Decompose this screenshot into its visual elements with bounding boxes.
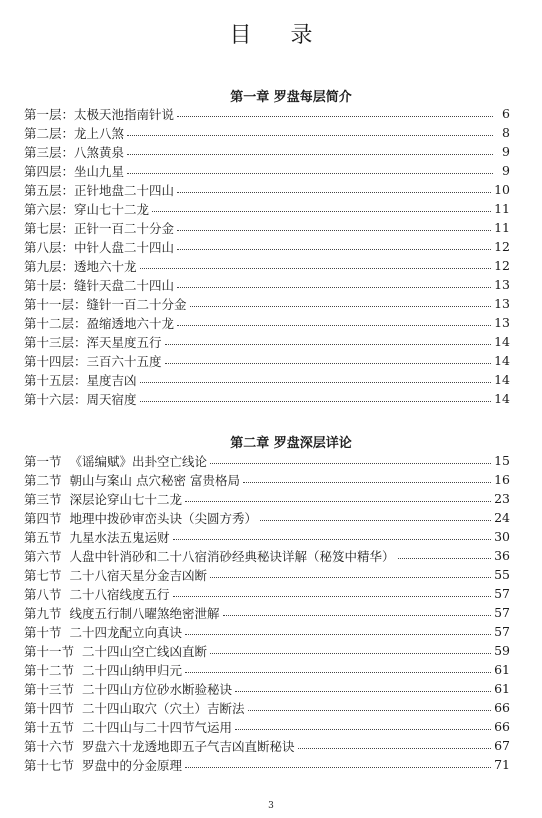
entry-page-number: 57 bbox=[494, 586, 510, 601]
entry-page-number: 66 bbox=[494, 719, 510, 734]
entry-title: 二十四山与二十四节气运用 bbox=[82, 719, 233, 735]
entry-page-number: 13 bbox=[494, 277, 510, 292]
entry-page-number: 16 bbox=[494, 472, 510, 487]
entry-page-number: 61 bbox=[494, 662, 510, 677]
dot-leader bbox=[127, 173, 493, 174]
entry-label: 第十三节 bbox=[24, 681, 75, 697]
entry-label: 第六节 bbox=[24, 548, 62, 564]
toc-entry[interactable] bbox=[24, 161, 510, 180]
entry-label: 第十五层： bbox=[24, 372, 87, 388]
entry-page-number: 11 bbox=[494, 201, 510, 216]
toc-entry[interactable] bbox=[24, 180, 510, 199]
entry-label: 第十二层： bbox=[24, 315, 87, 331]
entry-page-number: 14 bbox=[494, 334, 510, 349]
entry-page-number: 61 bbox=[494, 681, 510, 696]
entry-label: 第十层： bbox=[24, 277, 75, 293]
toc-entry[interactable] bbox=[24, 332, 510, 351]
entry-page-number: 6 bbox=[502, 106, 510, 121]
entry-label: 第四层： bbox=[24, 163, 75, 179]
toc-entry[interactable] bbox=[24, 351, 510, 370]
dot-leader bbox=[243, 482, 491, 483]
entry-label: 第九节 bbox=[24, 605, 62, 621]
entry-page-number: 9 bbox=[502, 163, 510, 178]
entry-title: 线度五行制八曜煞绝密泄解 bbox=[69, 605, 220, 621]
entry-title: 透地六十龙 bbox=[74, 258, 137, 274]
dot-leader bbox=[260, 520, 491, 521]
entry-page-number: 71 bbox=[494, 757, 510, 772]
entry-label: 第四节 bbox=[24, 510, 62, 526]
toc-entry[interactable] bbox=[24, 527, 510, 546]
toc-entry[interactable] bbox=[24, 546, 510, 565]
entry-label: 第十六节 bbox=[24, 738, 75, 754]
toc-entry[interactable] bbox=[24, 755, 510, 774]
entry-page-number: 15 bbox=[494, 453, 510, 468]
dot-leader bbox=[177, 287, 491, 288]
dot-leader bbox=[210, 653, 491, 654]
toc-entry[interactable] bbox=[24, 275, 510, 294]
toc-entry[interactable] bbox=[24, 641, 510, 660]
entry-page-number: 9 bbox=[502, 144, 510, 159]
dot-leader bbox=[190, 306, 492, 307]
dot-leader bbox=[177, 192, 491, 193]
entry-title: 正针一百二十分金 bbox=[74, 220, 175, 236]
entry-title: 盈缩透地六十龙 bbox=[86, 315, 175, 331]
entry-title: 二十四山取穴（穴土）吉断法 bbox=[82, 700, 245, 716]
toc-entry[interactable] bbox=[24, 679, 510, 698]
toc-entry[interactable] bbox=[24, 660, 510, 679]
entry-page-number: 14 bbox=[494, 372, 510, 387]
entry-title: 罗盘中的分金原理 bbox=[82, 757, 183, 773]
toc-entry[interactable] bbox=[24, 451, 510, 470]
dot-leader bbox=[185, 501, 491, 502]
toc-entry[interactable] bbox=[24, 508, 510, 527]
dot-leader bbox=[173, 596, 492, 597]
chapter-heading: 第二章 罗盘深层详论 bbox=[230, 436, 352, 451]
entry-title: 二十四山方位砂水断验秘诀 bbox=[82, 681, 233, 697]
entry-page-number: 57 bbox=[494, 605, 510, 620]
entry-label: 第十四层： bbox=[24, 353, 87, 369]
entry-title: 三百六十五度 bbox=[86, 353, 162, 369]
dot-leader bbox=[140, 401, 492, 402]
toc-entry[interactable] bbox=[24, 489, 510, 508]
entry-page-number: 67 bbox=[494, 738, 510, 753]
dot-leader bbox=[177, 249, 491, 250]
entry-title: 二十八宿天星分金吉凶断 bbox=[69, 567, 208, 583]
entry-label: 第三层： bbox=[24, 144, 75, 160]
entry-title: 穿山七十二龙 bbox=[74, 201, 150, 217]
entry-title: 罗盘六十龙透地即五子气吉凶直断秘诀 bbox=[82, 738, 295, 754]
entry-label: 第七节 bbox=[24, 567, 62, 583]
entry-label: 第十一层： bbox=[24, 296, 87, 312]
entry-page-number: 12 bbox=[494, 258, 510, 273]
entry-label: 第一层： bbox=[24, 106, 75, 122]
entry-title: 朝山与案山 点穴秘密 富贵格局 bbox=[69, 472, 240, 488]
entry-page-number: 24 bbox=[494, 510, 510, 525]
entry-page-number: 13 bbox=[494, 296, 510, 311]
toc-entry[interactable] bbox=[24, 584, 510, 603]
entry-label: 第七层： bbox=[24, 220, 75, 236]
entry-title: 地理中拨砂审峦头诀（尖圆方秀） bbox=[69, 510, 258, 526]
dot-leader bbox=[235, 691, 491, 692]
toc-entry[interactable] bbox=[24, 313, 510, 332]
entry-page-number: 14 bbox=[494, 353, 510, 368]
entry-page-number: 13 bbox=[494, 315, 510, 330]
toc-entry[interactable] bbox=[24, 294, 510, 313]
dot-leader bbox=[210, 577, 491, 578]
dot-leader bbox=[248, 710, 492, 711]
entry-title: 星度吉凶 bbox=[86, 372, 137, 388]
dot-leader bbox=[210, 463, 491, 464]
entry-label: 第八节 bbox=[24, 586, 62, 602]
dot-leader bbox=[173, 539, 492, 540]
page-number: 3 bbox=[268, 801, 274, 811]
entry-title: 中针人盘二十四山 bbox=[74, 239, 175, 255]
dot-leader bbox=[140, 382, 492, 383]
toc-entry[interactable] bbox=[24, 142, 510, 161]
toc-entry[interactable] bbox=[24, 717, 510, 736]
entry-label: 第九层： bbox=[24, 258, 75, 274]
entry-label: 第八层： bbox=[24, 239, 75, 255]
toc-entry[interactable] bbox=[24, 603, 510, 622]
entry-label: 第十二节 bbox=[24, 662, 75, 678]
entry-label: 第十五节 bbox=[24, 719, 75, 735]
entry-title: 二十四山纳甲归元 bbox=[82, 662, 183, 678]
toc-list bbox=[24, 451, 510, 774]
dot-leader bbox=[298, 748, 492, 749]
dot-leader bbox=[127, 135, 493, 136]
toc-entry[interactable] bbox=[24, 470, 510, 489]
entry-title: 二十四山空亡线凶直断 bbox=[82, 643, 208, 659]
dot-leader bbox=[177, 116, 493, 117]
entry-label: 第十七节 bbox=[24, 757, 75, 773]
dot-leader bbox=[140, 268, 492, 269]
dot-leader bbox=[185, 672, 491, 673]
entry-title: 《谣编赋》出卦空亡线论 bbox=[69, 453, 208, 469]
entry-title: 浑天星度五行 bbox=[86, 334, 162, 350]
entry-title: 二十八宿线度五行 bbox=[69, 586, 170, 602]
entry-page-number: 23 bbox=[494, 491, 510, 506]
entry-title: 缝针一百二十分金 bbox=[86, 296, 187, 312]
entry-page-number: 10 bbox=[494, 182, 510, 197]
entry-label: 第二层： bbox=[24, 125, 75, 141]
entry-title: 深层论穿山七十二龙 bbox=[69, 491, 183, 507]
entry-label: 第六层： bbox=[24, 201, 75, 217]
dot-leader bbox=[398, 558, 492, 559]
chapter-heading: 第一章 罗盘每层简介 bbox=[230, 90, 352, 105]
entry-page-number: 12 bbox=[494, 239, 510, 254]
dot-leader bbox=[185, 634, 491, 635]
entry-title: 太极天池指南针说 bbox=[74, 106, 175, 122]
dot-leader bbox=[185, 767, 491, 768]
toc-entry[interactable] bbox=[24, 389, 510, 408]
entry-label: 第二节 bbox=[24, 472, 62, 488]
entry-title: 九星水法五鬼运财 bbox=[69, 529, 170, 545]
entry-title: 八煞黄泉 bbox=[74, 144, 125, 160]
entry-label: 第十节 bbox=[24, 624, 62, 640]
toc-entry[interactable] bbox=[24, 104, 510, 123]
dot-leader bbox=[223, 615, 492, 616]
toc-entry[interactable] bbox=[24, 370, 510, 389]
dot-leader bbox=[177, 230, 491, 231]
entry-label: 第三节 bbox=[24, 491, 62, 507]
dot-leader bbox=[127, 154, 493, 155]
entry-page-number: 57 bbox=[494, 624, 510, 639]
toc-entry[interactable] bbox=[24, 622, 510, 641]
entry-page-number: 66 bbox=[494, 700, 510, 715]
dot-leader bbox=[152, 211, 491, 212]
toc-list bbox=[24, 104, 510, 408]
entry-title: 缝针天盘二十四山 bbox=[74, 277, 175, 293]
toc-entry[interactable] bbox=[24, 237, 510, 256]
entry-title: 二十四龙配立向真诀 bbox=[69, 624, 183, 640]
entry-label: 第一节 bbox=[24, 453, 62, 469]
dot-leader bbox=[235, 729, 491, 730]
entry-label: 第十一节 bbox=[24, 643, 75, 659]
entry-page-number: 55 bbox=[494, 567, 510, 582]
toc-entry[interactable] bbox=[24, 736, 510, 755]
entry-title: 周天宿度 bbox=[86, 391, 137, 407]
entry-title: 坐山九星 bbox=[74, 163, 125, 179]
toc-entry[interactable] bbox=[24, 256, 510, 275]
page-title: 目 录 bbox=[229, 23, 329, 48]
entry-label: 第十三层： bbox=[24, 334, 87, 350]
toc-entry[interactable] bbox=[24, 698, 510, 717]
entry-title: 龙上八煞 bbox=[74, 125, 125, 141]
entry-label: 第五节 bbox=[24, 529, 62, 545]
entry-page-number: 14 bbox=[494, 391, 510, 406]
entry-label: 第十六层： bbox=[24, 391, 87, 407]
toc-entry[interactable] bbox=[24, 565, 510, 584]
dot-leader bbox=[165, 363, 492, 364]
entry-page-number: 30 bbox=[494, 529, 510, 544]
entry-label: 第十四节 bbox=[24, 700, 75, 716]
entry-page-number: 8 bbox=[502, 125, 510, 140]
entry-title: 正针地盘二十四山 bbox=[74, 182, 175, 198]
entry-page-number: 59 bbox=[494, 643, 510, 658]
dot-leader bbox=[165, 344, 492, 345]
entry-page-number: 36 bbox=[494, 548, 510, 563]
entry-label: 第五层： bbox=[24, 182, 75, 198]
toc-entry[interactable] bbox=[24, 123, 510, 142]
entry-page-number: 11 bbox=[494, 220, 510, 235]
dot-leader bbox=[177, 325, 491, 326]
entry-title: 人盘中针消砂和二十八宿消砂经典秘诀详解（秘笈中精华） bbox=[69, 548, 395, 564]
toc-entry[interactable] bbox=[24, 218, 510, 237]
toc-entry[interactable] bbox=[24, 199, 510, 218]
